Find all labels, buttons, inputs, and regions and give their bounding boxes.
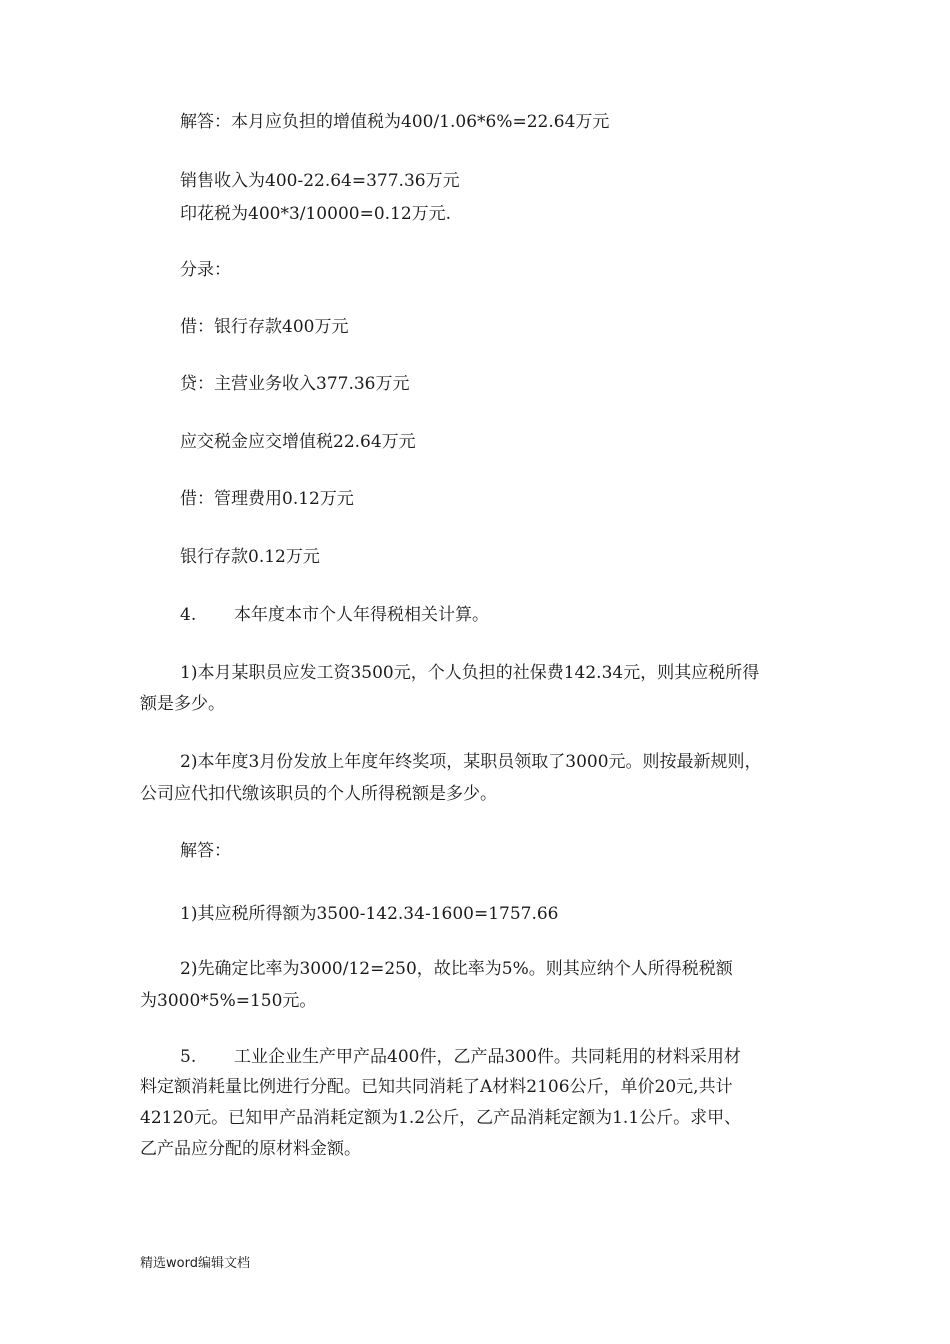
sales-revenue-line: 销售收入为400-22.64=377.36万元 [180, 171, 460, 191]
credit-revenue-line: 贷：主营业务收入377.36万元 [180, 374, 410, 394]
question-4-part2-line2: 公司应代扣代缴该职员的个人所得税额是多少。 [140, 784, 497, 804]
stamp-tax-line: 印花税为400*3/10000=0.12万元. [180, 204, 452, 224]
question-4-answer1: 1)其应税所得额为3500-142.34-1600=1757.66 [180, 904, 559, 924]
question-4-part1-line1: 1)本月某职员应发工资3500元，个人负担的社保费142.34元，则其应税所得 [180, 663, 760, 683]
question-4-part2-line1: 2)本年度3月份发放上年度年终奖项，某职员领取了3000元。则按最新规则， [180, 752, 762, 772]
question-4-answer2-line2: 为3000*5%=150元。 [140, 991, 317, 1011]
question-5-line1: 工业企业生产甲产品400件，乙产品300件。共同耗用的材料采用材 [234, 1047, 741, 1067]
bank-deposit-line: 银行存款0.12万元 [180, 547, 320, 567]
question-4-title: 本年度本市个人年得税相关计算。 [234, 605, 489, 625]
question-5-line3: 42120元。已知甲产品消耗定额为1.2公斤，乙产品消耗定额为1.1公斤。求甲、 [140, 1108, 742, 1128]
question-5-line4: 乙产品应分配的原材料金额。 [140, 1139, 361, 1159]
vat-payable-line: 应交税金应交增值税22.64万元 [180, 432, 416, 452]
question-4-answer-label: 解答： [180, 841, 231, 861]
question-4-answer2-line1: 2)先确定比率为3000/12=250，故比率为5%。则其应纳个人所得税税额 [180, 959, 733, 979]
answer-vat-line: 解答：本月应负担的增值税为400/1.06*6%=22.64万元 [180, 112, 610, 132]
question-4-part1-line2: 额是多少。 [140, 694, 225, 714]
question-5-line2: 料定额消耗量比例进行分配。已知共同消耗了A材料2106公斤，单价20元,共计 [140, 1077, 733, 1097]
journal-entry-label: 分录： [180, 260, 231, 280]
question-5-number: 5. [180, 1047, 197, 1067]
page-footer: 精选word编辑文档 [140, 1256, 250, 1271]
debit-admin-expense-line: 借：管理费用0.12万元 [180, 489, 354, 509]
debit-bank-line: 借：银行存款400万元 [180, 317, 349, 337]
question-4-number: 4. [180, 605, 197, 625]
